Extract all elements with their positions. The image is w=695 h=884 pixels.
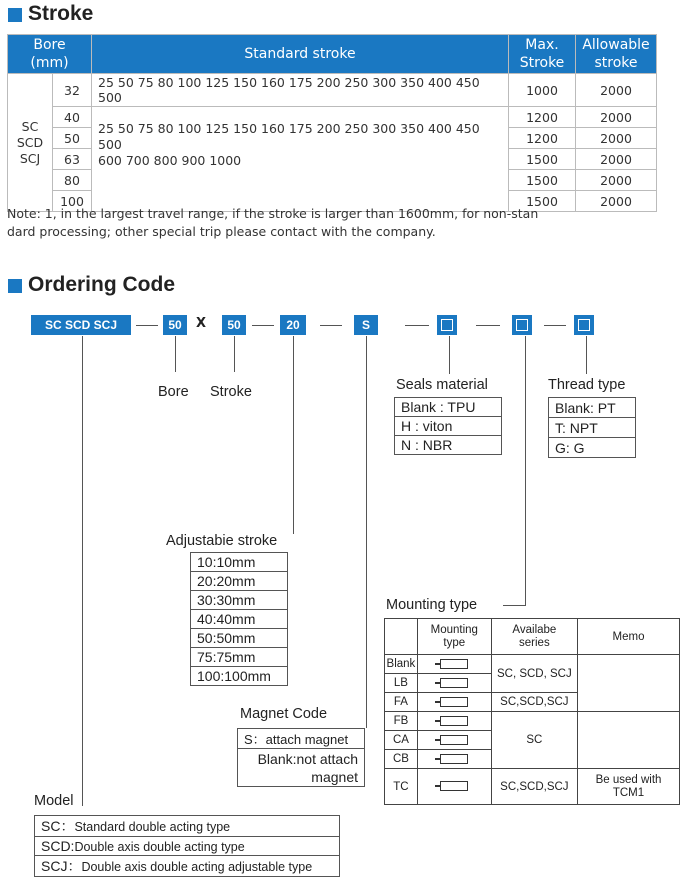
adjustable-title: Adjustabie stroke xyxy=(166,533,278,549)
magnet-title: Magnet Code xyxy=(240,706,328,722)
thread-item: G: G xyxy=(549,438,636,458)
bore-cell: 100 xyxy=(53,191,92,212)
mount-code: CA xyxy=(385,731,418,750)
magnet-list xyxy=(237,728,365,787)
bore-cell: 80 xyxy=(53,170,92,191)
cylinder-fb-icon xyxy=(440,716,468,726)
mount-series: SC, SCD, SCJ xyxy=(491,655,577,693)
section-marker-icon xyxy=(8,8,22,22)
adjustable-item: 40:40mm xyxy=(191,610,288,629)
code-dash xyxy=(320,325,342,326)
header-standard: Standard stroke xyxy=(92,35,509,74)
code-dash xyxy=(136,325,158,326)
mount-header xyxy=(385,619,418,655)
model-cell: SC SCD SCJ xyxy=(8,74,53,212)
cylinder-fa-icon xyxy=(440,697,468,707)
stroke-leader-line xyxy=(234,336,235,372)
adjustable-list xyxy=(190,552,288,686)
max-cell: 1000 xyxy=(509,74,576,107)
max-cell: 1500 xyxy=(509,191,576,212)
ordering-title: Ordering Code xyxy=(28,273,176,296)
code-adjustable-box: 20 xyxy=(280,315,306,335)
mount-icon xyxy=(417,655,491,674)
allow-cell: 2000 xyxy=(576,191,657,212)
bore-leader-line xyxy=(175,336,176,372)
model-key: SCD: xyxy=(41,838,75,854)
max-cell: 1500 xyxy=(509,149,576,170)
header-bore: Bore (mm) xyxy=(8,35,92,74)
thread-item: T: NPT xyxy=(549,418,636,438)
cylinder-ca-icon xyxy=(440,735,468,745)
bore-label: Bore xyxy=(158,384,189,400)
cylinder-tc-icon xyxy=(440,781,468,791)
adjustable-leader-line xyxy=(293,336,294,534)
mount-code: LB xyxy=(385,674,418,693)
mount-memo xyxy=(577,655,679,712)
mounting-table xyxy=(384,618,680,805)
adjustable-item: 10:10mm xyxy=(191,553,288,572)
mount-memo xyxy=(577,712,679,769)
adjustable-item: 100:100mm xyxy=(191,667,288,686)
thread-title: Thread type xyxy=(548,377,626,393)
adjustable-item: 20:20mm xyxy=(191,572,288,591)
mount-memo: Be used with TCM1 xyxy=(577,769,679,805)
stroke-label: Stroke xyxy=(210,384,252,400)
bore-cell: 32 xyxy=(53,74,92,107)
code-x: X xyxy=(196,316,207,331)
mount-header: Mounting type xyxy=(417,619,491,655)
code-seals-box xyxy=(437,315,457,335)
mount-code: Blank xyxy=(385,655,418,674)
seals-item: Blank : TPU xyxy=(395,398,502,417)
mount-series: SC,SCD,SCJ xyxy=(491,769,577,805)
magnet-item: Blank:not attach magnet xyxy=(238,749,365,787)
adjustable-item: 30:30mm xyxy=(191,591,288,610)
model-title: Model xyxy=(34,793,74,809)
mounting-leader-line xyxy=(525,336,526,606)
bore-cell: 50 xyxy=(53,128,92,149)
mount-code: FA xyxy=(385,693,418,712)
mounting-title: Mounting type xyxy=(386,597,478,613)
stroke-note: Note: 1, in the largest travel range, if the stroke is larger than 1600mm, for non-stan dard processing; other special trip please contact with the company. xyxy=(7,206,539,239)
magnet-item: S：attach magnet xyxy=(238,729,365,749)
stroke-table xyxy=(7,34,657,212)
mount-header: Availabe series xyxy=(491,619,577,655)
allow-cell: 2000 xyxy=(576,170,657,191)
model-list xyxy=(34,815,340,877)
cylinder-lb-icon xyxy=(440,678,468,688)
max-cell: 1200 xyxy=(509,107,576,128)
seals-item: N : NBR xyxy=(395,436,502,455)
allow-cell: 2000 xyxy=(576,74,657,107)
mount-series: SC xyxy=(491,712,577,769)
adjustable-item: 75:75mm xyxy=(191,648,288,667)
section-marker-icon xyxy=(8,279,22,293)
allow-cell: 2000 xyxy=(576,149,657,170)
allow-cell: 2000 xyxy=(576,128,657,149)
max-cell: 1200 xyxy=(509,128,576,149)
header-max: Max. Stroke xyxy=(509,35,576,74)
header-allowable: Allowable stroke xyxy=(576,35,657,74)
seals-title: Seals material xyxy=(396,377,488,393)
code-model-box: SC SCD SCJ xyxy=(31,315,131,335)
bore-cell: 63 xyxy=(53,149,92,170)
magnet-leader-line xyxy=(366,336,367,728)
code-magnet-box: S xyxy=(354,315,378,335)
model-item xyxy=(35,816,340,837)
code-dash xyxy=(476,325,500,326)
cylinder-icon xyxy=(440,659,468,669)
mount-icon xyxy=(417,731,491,750)
seals-item: H : viton xyxy=(395,417,502,436)
model-item xyxy=(35,837,340,856)
stroke-title: Stroke xyxy=(28,2,94,25)
code-thread-box xyxy=(574,315,594,335)
thread-list xyxy=(548,397,636,458)
mount-code: TC xyxy=(385,769,418,805)
model-item xyxy=(35,856,340,877)
allow-cell: 2000 xyxy=(576,107,657,128)
code-dash xyxy=(252,325,274,326)
model-value: Double axis double acting type xyxy=(74,840,245,854)
code-bore-box: 50 xyxy=(163,315,187,335)
thread-leader-line xyxy=(586,336,587,374)
adjustable-item: 50:50mm xyxy=(191,629,288,648)
standard-stroke-cell: 25 50 75 80 100 125 150 160 175 200 250 300 350 400 450 500 600 700 800 900 1000 xyxy=(92,107,509,212)
model-value: Standard double acting type xyxy=(74,820,231,834)
cylinder-cb-icon xyxy=(440,754,468,764)
model-key: SCJ： xyxy=(41,858,82,874)
code-stroke-box: 50 xyxy=(222,315,246,335)
thread-item: Blank: PT xyxy=(549,398,636,418)
code-dash xyxy=(544,325,566,326)
mount-icon xyxy=(417,769,491,805)
mount-code: FB xyxy=(385,712,418,731)
seals-leader-line xyxy=(449,336,450,374)
seals-list xyxy=(394,397,502,455)
mount-icon xyxy=(417,674,491,693)
mount-code: CB xyxy=(385,750,418,769)
mount-icon xyxy=(417,750,491,769)
mount-icon xyxy=(417,712,491,731)
mount-header: Memo xyxy=(577,619,679,655)
max-cell: 1500 xyxy=(509,170,576,191)
mount-series: SC,SCD,SCJ xyxy=(491,693,577,712)
model-value: Double axis double acting adjustable type xyxy=(81,860,313,874)
standard-stroke-cell: 25 50 75 80 100 125 150 160 175 200 250 300 350 400 450 500 xyxy=(92,74,509,107)
code-dash xyxy=(405,325,429,326)
model-leader-line xyxy=(82,336,83,806)
code-mounting-box xyxy=(512,315,532,335)
bore-cell: 40 xyxy=(53,107,92,128)
model-key: SC： xyxy=(41,818,75,834)
mounting-leader-line xyxy=(503,605,526,606)
mount-icon xyxy=(417,693,491,712)
